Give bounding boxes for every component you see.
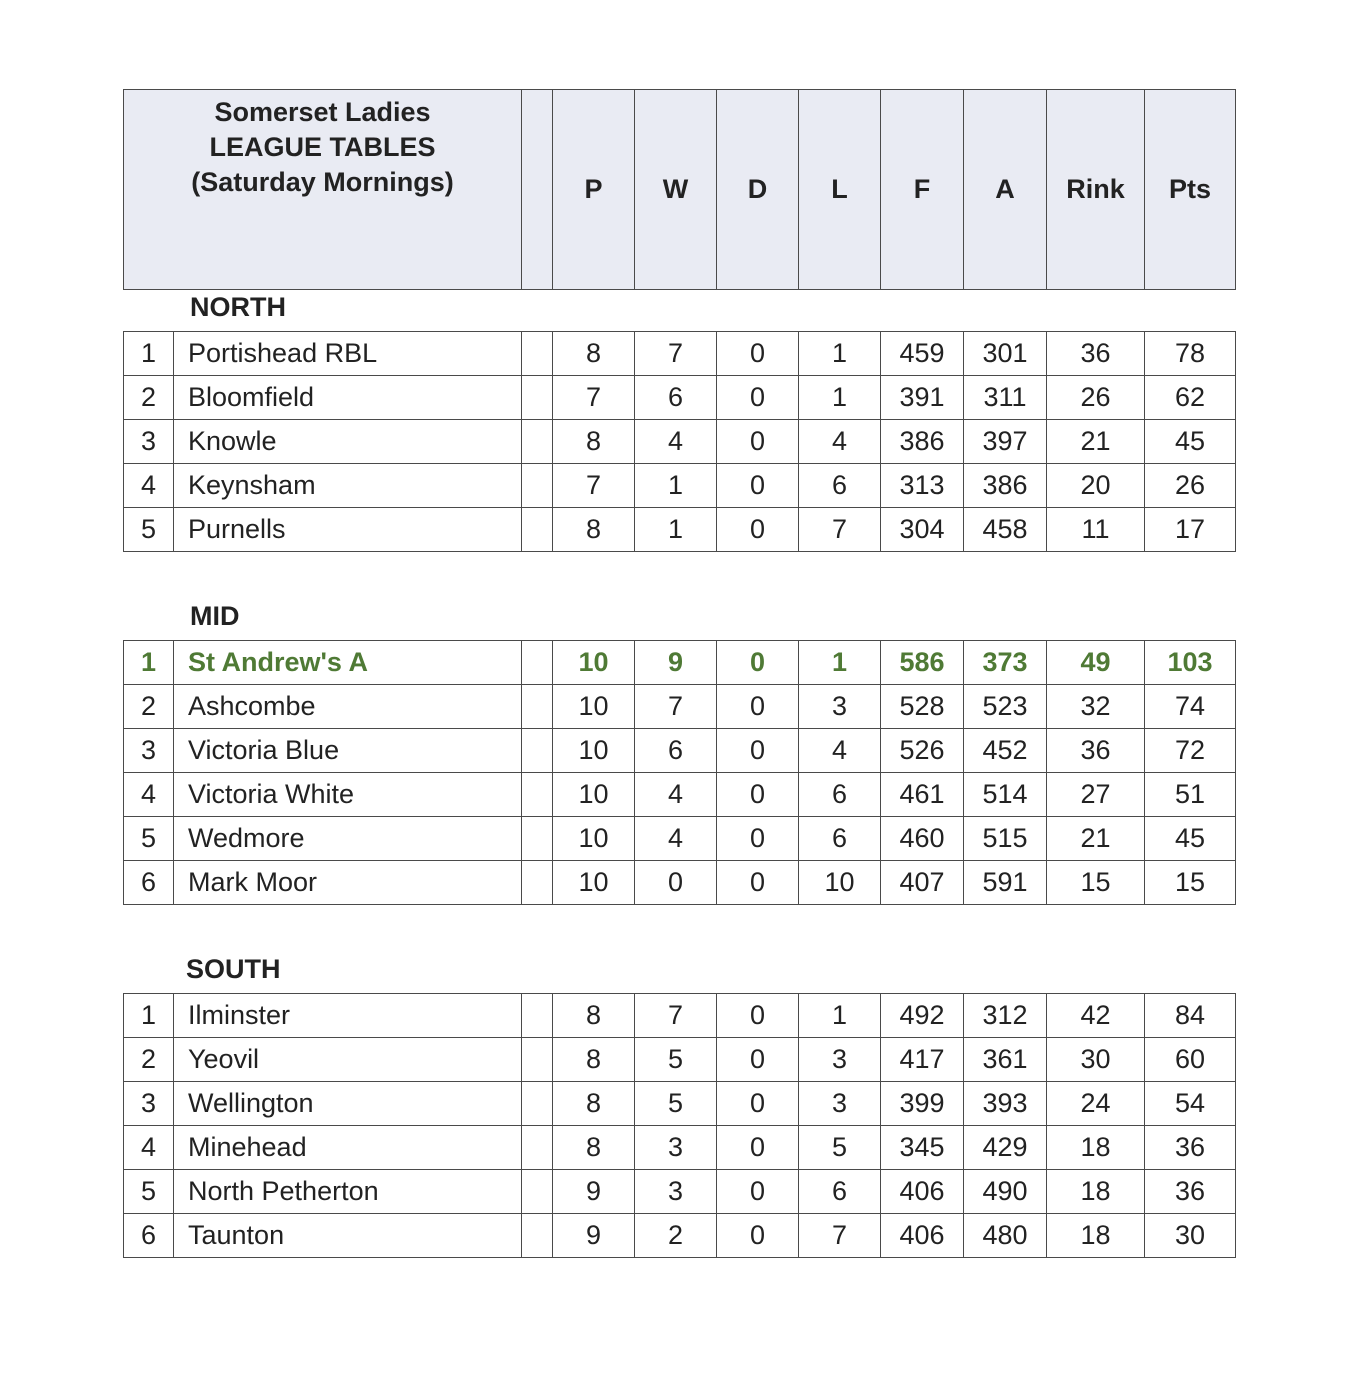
stat-cell-a: 397	[964, 420, 1047, 464]
team-name-cell: Mark Moor	[174, 861, 522, 905]
stat-cell-d: 0	[717, 332, 799, 376]
table-row	[124, 420, 1236, 464]
position-cell: 1	[124, 641, 174, 685]
stat-cell-d: 0	[717, 685, 799, 729]
position-cell: 1	[124, 332, 174, 376]
stat-cell-w: 5	[635, 1038, 717, 1082]
stat-cell-f: 406	[881, 1214, 964, 1258]
table-row	[124, 508, 1236, 552]
stat-cell-l: 7	[799, 508, 881, 552]
stat-cell-rink: 21	[1047, 817, 1145, 861]
position-cell: 6	[124, 1214, 174, 1258]
division-heading-north: NORTH	[190, 292, 286, 322]
stat-cell-a: 386	[964, 464, 1047, 508]
stat-cell-rink: 36	[1047, 729, 1145, 773]
team-name-cell: Victoria Blue	[174, 729, 522, 773]
stat-cell-p: 10	[553, 685, 635, 729]
stat-cell-p: 10	[553, 773, 635, 817]
stat-cell-a: 514	[964, 773, 1047, 817]
table-row	[124, 641, 1236, 685]
stat-cell-d: 0	[717, 817, 799, 861]
stat-cell-l: 1	[799, 994, 881, 1038]
stat-cell-p: 7	[553, 464, 635, 508]
blank-cell	[522, 861, 553, 905]
stat-cell-p: 10	[553, 861, 635, 905]
stat-cell-l: 10	[799, 861, 881, 905]
stat-cell-f: 526	[881, 729, 964, 773]
position-cell: 3	[124, 1082, 174, 1126]
stat-cell-rink: 21	[1047, 420, 1145, 464]
stat-cell-p: 9	[553, 1170, 635, 1214]
stat-cell-rink: 18	[1047, 1170, 1145, 1214]
stat-cell-rink: 26	[1047, 376, 1145, 420]
position-cell: 6	[124, 861, 174, 905]
blank-cell	[522, 994, 553, 1038]
team-name-cell: Wedmore	[174, 817, 522, 861]
table-row	[124, 773, 1236, 817]
team-name-cell: Wellington	[174, 1082, 522, 1126]
stat-cell-l: 1	[799, 376, 881, 420]
stat-cell-rink: 18	[1047, 1214, 1145, 1258]
stat-cell-a: 523	[964, 685, 1047, 729]
stat-cell-d: 0	[717, 1038, 799, 1082]
division-heading-south: SOUTH	[186, 954, 281, 984]
stat-cell-p: 10	[553, 817, 635, 861]
table-row	[124, 994, 1236, 1038]
stat-cell-f: 407	[881, 861, 964, 905]
stat-cell-w: 5	[635, 1082, 717, 1126]
stat-cell-w: 6	[635, 376, 717, 420]
blank-cell	[522, 376, 553, 420]
stat-cell-l: 6	[799, 773, 881, 817]
stat-cell-p: 8	[553, 1082, 635, 1126]
stat-cell-pts: 62	[1145, 376, 1236, 420]
table-row	[124, 817, 1236, 861]
stat-cell-d: 0	[717, 861, 799, 905]
stat-cell-rink: 32	[1047, 685, 1145, 729]
team-name-cell: Minehead	[174, 1126, 522, 1170]
stat-cell-rink: 49	[1047, 641, 1145, 685]
stat-cell-w: 7	[635, 994, 717, 1038]
stat-cell-a: 458	[964, 508, 1047, 552]
stat-cell-pts: 26	[1145, 464, 1236, 508]
stat-cell-f: 391	[881, 376, 964, 420]
stat-cell-p: 10	[553, 641, 635, 685]
stat-cell-pts: 60	[1145, 1038, 1236, 1082]
stat-cell-f: 528	[881, 685, 964, 729]
stat-cell-f: 417	[881, 1038, 964, 1082]
column-header-p: P	[553, 90, 635, 290]
stat-cell-f: 386	[881, 420, 964, 464]
league-header	[123, 89, 1236, 290]
blank-cell	[522, 420, 553, 464]
table-row	[124, 332, 1236, 376]
stat-cell-p: 8	[553, 420, 635, 464]
stat-cell-rink: 20	[1047, 464, 1145, 508]
stat-cell-w: 7	[635, 685, 717, 729]
stat-cell-l: 5	[799, 1126, 881, 1170]
stat-cell-p: 8	[553, 994, 635, 1038]
column-header-l: L	[799, 90, 881, 290]
stat-cell-f: 399	[881, 1082, 964, 1126]
team-name-cell: Portishead RBL	[174, 332, 522, 376]
stat-cell-d: 0	[717, 508, 799, 552]
stat-cell-f: 406	[881, 1170, 964, 1214]
blank-cell	[522, 773, 553, 817]
stat-cell-pts: 74	[1145, 685, 1236, 729]
stat-cell-d: 0	[717, 464, 799, 508]
division-heading-mid: MID	[190, 601, 240, 631]
stat-cell-pts: 36	[1145, 1126, 1236, 1170]
stat-cell-f: 461	[881, 773, 964, 817]
stat-cell-f: 304	[881, 508, 964, 552]
stat-cell-w: 1	[635, 508, 717, 552]
position-cell: 2	[124, 1038, 174, 1082]
stat-cell-l: 4	[799, 420, 881, 464]
position-cell: 4	[124, 773, 174, 817]
blank-cell	[522, 1170, 553, 1214]
stat-cell-f: 313	[881, 464, 964, 508]
stat-cell-l: 6	[799, 817, 881, 861]
stat-cell-a: 393	[964, 1082, 1047, 1126]
blank-cell	[522, 641, 553, 685]
stat-cell-rink: 11	[1047, 508, 1145, 552]
stat-cell-w: 3	[635, 1170, 717, 1214]
stat-cell-f: 460	[881, 817, 964, 861]
stat-cell-p: 9	[553, 1214, 635, 1258]
stat-cell-rink: 27	[1047, 773, 1145, 817]
position-cell: 2	[124, 685, 174, 729]
title-line-2: LEAGUE TABLES	[209, 132, 436, 162]
stat-cell-l: 7	[799, 1214, 881, 1258]
stat-cell-w: 4	[635, 420, 717, 464]
team-name-cell: Yeovil	[174, 1038, 522, 1082]
stat-cell-f: 345	[881, 1126, 964, 1170]
team-name-cell: Ashcombe	[174, 685, 522, 729]
table-row	[124, 729, 1236, 773]
team-name-cell: Keynsham	[174, 464, 522, 508]
division-table-north	[123, 331, 1236, 552]
stat-cell-a: 591	[964, 861, 1047, 905]
stat-cell-pts: 30	[1145, 1214, 1236, 1258]
header-row	[124, 90, 1236, 290]
column-header-f: F	[881, 90, 964, 290]
stat-cell-d: 0	[717, 1214, 799, 1258]
blank-cell	[522, 508, 553, 552]
stat-cell-rink: 36	[1047, 332, 1145, 376]
stat-cell-l: 3	[799, 1038, 881, 1082]
stat-cell-pts: 72	[1145, 729, 1236, 773]
stat-cell-w: 7	[635, 332, 717, 376]
stat-cell-pts: 15	[1145, 861, 1236, 905]
stat-cell-a: 429	[964, 1126, 1047, 1170]
blank-cell	[522, 332, 553, 376]
stat-cell-w: 0	[635, 861, 717, 905]
column-header-w: W	[635, 90, 717, 290]
stat-cell-d: 0	[717, 729, 799, 773]
position-cell: 5	[124, 1170, 174, 1214]
blank-cell	[522, 1038, 553, 1082]
stat-cell-p: 8	[553, 1126, 635, 1170]
position-cell: 4	[124, 1126, 174, 1170]
team-name-cell: Bloomfield	[174, 376, 522, 420]
stat-cell-w: 1	[635, 464, 717, 508]
stat-cell-l: 1	[799, 332, 881, 376]
stat-cell-w: 4	[635, 773, 717, 817]
division-table-mid	[123, 640, 1236, 905]
stat-cell-pts: 84	[1145, 994, 1236, 1038]
team-name-cell: Ilminster	[174, 994, 522, 1038]
table-row	[124, 861, 1236, 905]
stat-cell-l: 6	[799, 464, 881, 508]
table-row	[124, 376, 1236, 420]
title-line-1: Somerset Ladies	[214, 97, 431, 127]
stat-cell-d: 0	[717, 1126, 799, 1170]
stat-cell-a: 515	[964, 817, 1047, 861]
stat-cell-pts: 17	[1145, 508, 1236, 552]
position-cell: 3	[124, 420, 174, 464]
blank-cell	[522, 817, 553, 861]
table-row	[124, 685, 1236, 729]
blank-cell	[522, 729, 553, 773]
stat-cell-a: 312	[964, 994, 1047, 1038]
stat-cell-l: 1	[799, 641, 881, 685]
stat-cell-a: 311	[964, 376, 1047, 420]
stat-cell-pts: 45	[1145, 817, 1236, 861]
stat-cell-d: 0	[717, 994, 799, 1038]
blank-cell	[522, 1082, 553, 1126]
stat-cell-a: 301	[964, 332, 1047, 376]
blank-cell	[522, 464, 553, 508]
column-header-d: D	[717, 90, 799, 290]
position-cell: 4	[124, 464, 174, 508]
column-header-rink: Rink	[1047, 90, 1145, 290]
team-name-cell: Purnells	[174, 508, 522, 552]
stat-cell-a: 452	[964, 729, 1047, 773]
stat-cell-l: 4	[799, 729, 881, 773]
stat-cell-w: 3	[635, 1126, 717, 1170]
stat-cell-pts: 78	[1145, 332, 1236, 376]
stat-cell-f: 459	[881, 332, 964, 376]
stat-cell-d: 0	[717, 641, 799, 685]
stat-cell-w: 6	[635, 729, 717, 773]
stat-cell-d: 0	[717, 773, 799, 817]
stat-cell-f: 586	[881, 641, 964, 685]
division-table-south	[123, 993, 1236, 1258]
stat-cell-l: 6	[799, 1170, 881, 1214]
stat-cell-d: 0	[717, 376, 799, 420]
stat-cell-rink: 42	[1047, 994, 1145, 1038]
table-row	[124, 1170, 1236, 1214]
table-row	[124, 1214, 1236, 1258]
team-name-cell: Knowle	[174, 420, 522, 464]
stat-cell-l: 3	[799, 685, 881, 729]
stat-cell-d: 0	[717, 1170, 799, 1214]
stat-cell-f: 492	[881, 994, 964, 1038]
stat-cell-l: 3	[799, 1082, 881, 1126]
stat-cell-a: 480	[964, 1214, 1047, 1258]
blank-cell	[522, 1214, 553, 1258]
table-row	[124, 464, 1236, 508]
stat-cell-pts: 54	[1145, 1082, 1236, 1126]
blank-cell	[522, 1126, 553, 1170]
position-cell: 2	[124, 376, 174, 420]
stat-cell-rink: 24	[1047, 1082, 1145, 1126]
stat-cell-d: 0	[717, 1082, 799, 1126]
stat-cell-p: 7	[553, 376, 635, 420]
table-row	[124, 1082, 1236, 1126]
team-name-cell: Taunton	[174, 1214, 522, 1258]
team-name-cell: Victoria White	[174, 773, 522, 817]
stat-cell-pts: 51	[1145, 773, 1236, 817]
column-header-pts: Pts	[1145, 90, 1236, 290]
position-cell: 5	[124, 817, 174, 861]
stat-cell-a: 373	[964, 641, 1047, 685]
stat-cell-w: 4	[635, 817, 717, 861]
stat-cell-w: 9	[635, 641, 717, 685]
stat-cell-p: 8	[553, 332, 635, 376]
page-title	[124, 90, 522, 290]
stat-cell-p: 8	[553, 508, 635, 552]
team-name-cell: St Andrew's A	[174, 641, 522, 685]
stat-cell-a: 361	[964, 1038, 1047, 1082]
stat-cell-rink: 18	[1047, 1126, 1145, 1170]
stat-cell-a: 490	[964, 1170, 1047, 1214]
header-blank-cell	[522, 90, 553, 290]
stat-cell-rink: 15	[1047, 861, 1145, 905]
position-cell: 5	[124, 508, 174, 552]
stat-cell-pts: 45	[1145, 420, 1236, 464]
stat-cell-pts: 103	[1145, 641, 1236, 685]
blank-cell	[522, 685, 553, 729]
stat-cell-d: 0	[717, 420, 799, 464]
stat-cell-pts: 36	[1145, 1170, 1236, 1214]
position-cell: 1	[124, 994, 174, 1038]
column-header-a: A	[964, 90, 1047, 290]
stat-cell-p: 10	[553, 729, 635, 773]
title-line-3: (Saturday Mornings)	[191, 167, 454, 197]
table-row	[124, 1038, 1236, 1082]
stat-cell-rink: 30	[1047, 1038, 1145, 1082]
table-row	[124, 1126, 1236, 1170]
position-cell: 3	[124, 729, 174, 773]
stat-cell-p: 8	[553, 1038, 635, 1082]
stat-cell-w: 2	[635, 1214, 717, 1258]
team-name-cell: North Petherton	[174, 1170, 522, 1214]
